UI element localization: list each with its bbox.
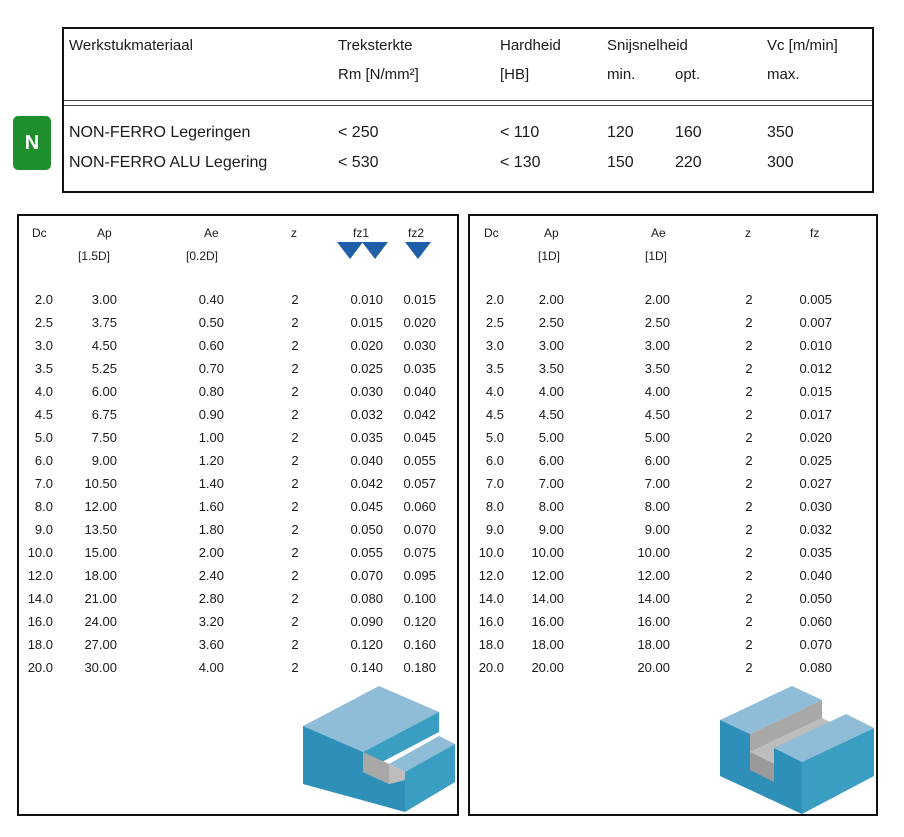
cell-fz1: 0.030 bbox=[350, 384, 383, 399]
cell-fz2: 0.060 bbox=[403, 499, 436, 514]
cell-dc: 14.0 bbox=[478, 591, 504, 606]
cell-ae: 14.00 bbox=[637, 591, 670, 606]
cell-ae: 10.00 bbox=[637, 545, 670, 560]
cell-ae: 5.00 bbox=[644, 430, 670, 445]
header-vc-max: max. bbox=[767, 66, 800, 83]
cell-ap: 3.00 bbox=[538, 338, 564, 353]
cell-fz1: 0.070 bbox=[350, 568, 383, 583]
cell-fz1: 0.140 bbox=[350, 660, 383, 675]
material-row-rm: < 250 bbox=[338, 124, 379, 141]
cell-ae: 0.70 bbox=[198, 361, 224, 376]
cell-fz: 0.010 bbox=[799, 338, 832, 353]
cell-fz1: 0.020 bbox=[350, 338, 383, 353]
cell-z: 2 bbox=[291, 407, 299, 422]
material-row-opt: 220 bbox=[675, 154, 702, 171]
header-hardness-unit: [HB] bbox=[500, 66, 530, 83]
cell-ae: 4.00 bbox=[198, 660, 224, 675]
col-ap-unit: [1D] bbox=[538, 249, 561, 263]
cell-ap: 8.00 bbox=[538, 499, 564, 514]
cell-fz1: 0.045 bbox=[350, 499, 383, 514]
cell-dc: 4.0 bbox=[485, 384, 504, 399]
cell-ae: 6.00 bbox=[644, 453, 670, 468]
cell-ap: 4.00 bbox=[538, 384, 564, 399]
cell-dc: 3.0 bbox=[34, 338, 53, 353]
cell-ap: 6.00 bbox=[91, 384, 117, 399]
cell-fz1: 0.032 bbox=[350, 407, 383, 422]
cell-fz2: 0.075 bbox=[403, 545, 436, 560]
material-group-badge: N bbox=[13, 116, 51, 170]
cell-dc: 7.0 bbox=[34, 476, 53, 491]
cell-z: 2 bbox=[745, 430, 753, 445]
cell-ap: 9.00 bbox=[91, 453, 117, 468]
cell-ap: 3.75 bbox=[91, 315, 117, 330]
cell-z: 2 bbox=[291, 361, 299, 376]
cell-dc: 2.5 bbox=[485, 315, 504, 330]
cell-ae: 3.50 bbox=[644, 361, 670, 376]
header-speed: Snijsnelheid bbox=[607, 37, 688, 54]
cell-z: 2 bbox=[745, 315, 753, 330]
header-tensile-unit: Rm [N/mm²] bbox=[338, 66, 419, 83]
cell-ap: 4.50 bbox=[538, 407, 564, 422]
cell-fz1: 0.040 bbox=[350, 453, 383, 468]
cell-fz: 0.030 bbox=[799, 499, 832, 514]
cell-dc: 10.0 bbox=[27, 545, 53, 560]
cell-dc: 18.0 bbox=[27, 637, 53, 652]
cell-ap: 12.00 bbox=[84, 499, 117, 514]
cell-dc: 20.0 bbox=[27, 660, 53, 675]
col-ae: Ae bbox=[651, 226, 666, 240]
cell-ap: 15.00 bbox=[84, 545, 117, 560]
cell-z: 2 bbox=[291, 430, 299, 445]
triangle-down-icon bbox=[405, 242, 431, 260]
cell-dc: 20.0 bbox=[478, 660, 504, 675]
cell-dc: 3.5 bbox=[485, 361, 504, 376]
col-fz2: fz2 bbox=[408, 226, 425, 240]
cell-dc: 6.0 bbox=[34, 453, 53, 468]
cell-fz1: 0.090 bbox=[350, 614, 383, 629]
cell-ap: 4.50 bbox=[91, 338, 117, 353]
cell-fz: 0.035 bbox=[799, 545, 832, 560]
cell-fz2: 0.042 bbox=[403, 407, 436, 422]
cell-ae: 2.00 bbox=[198, 545, 224, 560]
cell-ae: 1.60 bbox=[198, 499, 224, 514]
cell-ae: 8.00 bbox=[644, 499, 670, 514]
cell-z: 2 bbox=[745, 591, 753, 606]
cell-ae: 2.00 bbox=[644, 292, 670, 307]
col-z: z bbox=[291, 226, 297, 240]
cell-fz2: 0.160 bbox=[403, 637, 436, 652]
material-row-rm: < 530 bbox=[338, 154, 379, 171]
cell-dc: 18.0 bbox=[478, 637, 504, 652]
cell-ae: 0.80 bbox=[198, 384, 224, 399]
cell-ae: 2.50 bbox=[644, 315, 670, 330]
cell-fz: 0.070 bbox=[799, 637, 832, 652]
cell-fz2: 0.180 bbox=[403, 660, 436, 675]
cell-fz2: 0.020 bbox=[403, 315, 436, 330]
cell-fz: 0.007 bbox=[799, 315, 832, 330]
col-ae-unit: [1D] bbox=[645, 249, 668, 263]
cell-dc: 14.0 bbox=[27, 591, 53, 606]
cell-ae: 1.20 bbox=[198, 453, 224, 468]
cell-dc: 12.0 bbox=[478, 568, 504, 583]
cell-dc: 9.0 bbox=[485, 522, 504, 537]
cell-ap: 2.50 bbox=[538, 315, 564, 330]
cell-dc: 4.5 bbox=[34, 407, 53, 422]
cell-ae: 3.60 bbox=[198, 637, 224, 652]
cell-ae: 7.00 bbox=[644, 476, 670, 491]
cell-dc: 8.0 bbox=[34, 499, 53, 514]
cell-ap: 6.75 bbox=[91, 407, 117, 422]
cell-dc: 9.0 bbox=[34, 522, 53, 537]
cell-z: 2 bbox=[745, 292, 753, 307]
cell-z: 2 bbox=[291, 315, 299, 330]
cell-fz: 0.015 bbox=[799, 384, 832, 399]
header-speed-min: min. bbox=[607, 66, 636, 83]
cell-z: 2 bbox=[745, 453, 753, 468]
col-fz1: fz1 bbox=[353, 226, 370, 240]
cell-ae: 4.50 bbox=[644, 407, 670, 422]
cell-ap: 12.00 bbox=[531, 568, 564, 583]
cell-z: 2 bbox=[291, 545, 299, 560]
cell-fz1: 0.025 bbox=[350, 361, 383, 376]
cell-ae: 1.80 bbox=[198, 522, 224, 537]
cell-z: 2 bbox=[745, 361, 753, 376]
cell-dc: 5.0 bbox=[485, 430, 504, 445]
header-divider bbox=[64, 105, 872, 106]
material-row-hb: < 110 bbox=[500, 124, 540, 141]
cell-z: 2 bbox=[291, 384, 299, 399]
cell-fz: 0.005 bbox=[799, 292, 832, 307]
triangle-down-icon bbox=[337, 242, 363, 260]
cell-fz1: 0.120 bbox=[350, 637, 383, 652]
cell-z: 2 bbox=[745, 499, 753, 514]
cell-z: 2 bbox=[291, 338, 299, 353]
header-divider bbox=[64, 100, 872, 101]
slot-milling-block-icon bbox=[718, 686, 878, 816]
cell-fz2: 0.120 bbox=[403, 614, 436, 629]
col-ap-unit: [1.5D] bbox=[78, 249, 111, 263]
cell-fz2: 0.095 bbox=[403, 568, 436, 583]
header-material: Werkstukmateriaal bbox=[69, 37, 193, 54]
header-speed-opt: opt. bbox=[675, 66, 701, 83]
cell-dc: 4.0 bbox=[34, 384, 53, 399]
cell-dc: 3.0 bbox=[485, 338, 504, 353]
cell-fz: 0.080 bbox=[799, 660, 832, 675]
cell-z: 2 bbox=[745, 407, 753, 422]
cell-ae: 18.00 bbox=[637, 637, 670, 652]
cell-ae: 20.00 bbox=[637, 660, 670, 675]
cell-fz2: 0.070 bbox=[403, 522, 436, 537]
cell-ap: 13.50 bbox=[84, 522, 117, 537]
material-row-name: NON-FERRO ALU Legering bbox=[69, 154, 268, 171]
cell-z: 2 bbox=[745, 384, 753, 399]
col-ae-unit: [0.2D] bbox=[186, 249, 219, 263]
col-fz: fz bbox=[810, 226, 820, 240]
cell-fz: 0.020 bbox=[799, 430, 832, 445]
material-table bbox=[62, 27, 874, 193]
cell-ap: 24.00 bbox=[84, 614, 117, 629]
cell-fz: 0.032 bbox=[799, 522, 832, 537]
cell-fz1: 0.010 bbox=[350, 292, 383, 307]
cell-dc: 7.0 bbox=[485, 476, 504, 491]
cell-ap: 10.00 bbox=[531, 545, 564, 560]
material-row-hb: < 130 bbox=[500, 154, 541, 171]
cell-dc: 2.5 bbox=[34, 315, 53, 330]
material-row-name: NON-FERRO Legeringen bbox=[69, 124, 251, 141]
cell-ae: 1.40 bbox=[198, 476, 224, 491]
cell-ap: 3.00 bbox=[91, 292, 117, 307]
cell-ae: 12.00 bbox=[637, 568, 670, 583]
cell-ap: 30.00 bbox=[84, 660, 117, 675]
cell-ae: 0.40 bbox=[198, 292, 224, 307]
col-ap: Ap bbox=[544, 226, 559, 240]
col-z: z bbox=[745, 226, 751, 240]
col-dc: Dc bbox=[484, 226, 499, 240]
shoulder-milling-table bbox=[17, 214, 459, 816]
cell-dc: 8.0 bbox=[485, 499, 504, 514]
cell-ae: 2.40 bbox=[198, 568, 224, 583]
cell-fz1: 0.055 bbox=[350, 545, 383, 560]
cell-fz1: 0.080 bbox=[350, 591, 383, 606]
cell-ae: 0.50 bbox=[198, 315, 224, 330]
cell-z: 2 bbox=[745, 660, 753, 675]
cell-fz2: 0.057 bbox=[403, 476, 436, 491]
cell-z: 2 bbox=[745, 637, 753, 652]
cell-fz1: 0.035 bbox=[350, 430, 383, 445]
header-vc: Vc [m/min] bbox=[767, 37, 838, 54]
cell-dc: 10.0 bbox=[478, 545, 504, 560]
cell-ap: 7.50 bbox=[91, 430, 117, 445]
cell-dc: 2.0 bbox=[34, 292, 53, 307]
cell-ae: 1.00 bbox=[198, 430, 224, 445]
cell-ap: 16.00 bbox=[531, 614, 564, 629]
cell-ae: 2.80 bbox=[198, 591, 224, 606]
material-row-min: 120 bbox=[607, 124, 634, 141]
cell-z: 2 bbox=[291, 499, 299, 514]
cell-ae: 9.00 bbox=[644, 522, 670, 537]
cell-dc: 6.0 bbox=[485, 453, 504, 468]
cell-fz2: 0.100 bbox=[403, 591, 436, 606]
cell-ap: 21.00 bbox=[84, 591, 117, 606]
col-dc: Dc bbox=[32, 226, 47, 240]
header-hardness: Hardheid bbox=[500, 37, 561, 54]
col-ap: Ap bbox=[97, 226, 112, 240]
cell-ap: 10.50 bbox=[84, 476, 117, 491]
cell-z: 2 bbox=[745, 476, 753, 491]
cell-dc: 12.0 bbox=[27, 568, 53, 583]
cell-ap: 6.00 bbox=[538, 453, 564, 468]
cell-fz2: 0.040 bbox=[403, 384, 436, 399]
cell-ap: 18.00 bbox=[84, 568, 117, 583]
cell-z: 2 bbox=[745, 338, 753, 353]
cell-z: 2 bbox=[745, 614, 753, 629]
cell-dc: 16.0 bbox=[27, 614, 53, 629]
cell-fz: 0.027 bbox=[799, 476, 832, 491]
cell-fz: 0.040 bbox=[799, 568, 832, 583]
header-tensile: Treksterkte bbox=[338, 37, 413, 54]
shoulder-milling-block-icon bbox=[301, 686, 457, 814]
material-row-opt: 160 bbox=[675, 124, 702, 141]
cell-fz1: 0.042 bbox=[350, 476, 383, 491]
cell-z: 2 bbox=[291, 591, 299, 606]
cell-fz: 0.012 bbox=[799, 361, 832, 376]
cell-dc: 4.5 bbox=[485, 407, 504, 422]
cell-fz2: 0.035 bbox=[403, 361, 436, 376]
cell-ae: 3.20 bbox=[198, 614, 224, 629]
cell-ap: 14.00 bbox=[531, 591, 564, 606]
cell-ap: 9.00 bbox=[538, 522, 564, 537]
cell-ap: 7.00 bbox=[538, 476, 564, 491]
material-row-max: 300 bbox=[767, 154, 794, 171]
cell-fz: 0.017 bbox=[799, 407, 832, 422]
col-ae: Ae bbox=[204, 226, 219, 240]
cell-dc: 16.0 bbox=[478, 614, 504, 629]
cell-ae: 3.00 bbox=[644, 338, 670, 353]
material-row-min: 150 bbox=[607, 154, 634, 171]
cell-dc: 5.0 bbox=[34, 430, 53, 445]
cell-dc: 3.5 bbox=[34, 361, 53, 376]
cell-fz: 0.050 bbox=[799, 591, 832, 606]
cell-ae: 16.00 bbox=[637, 614, 670, 629]
cell-z: 2 bbox=[291, 453, 299, 468]
material-row-max: 350 bbox=[767, 124, 794, 141]
cell-z: 2 bbox=[291, 637, 299, 652]
cell-ap: 18.00 bbox=[531, 637, 564, 652]
triangle-down-icon bbox=[362, 242, 388, 260]
cell-fz2: 0.055 bbox=[403, 453, 436, 468]
cell-ap: 5.25 bbox=[91, 361, 117, 376]
cell-dc: 2.0 bbox=[485, 292, 504, 307]
cell-z: 2 bbox=[745, 522, 753, 537]
cell-ap: 27.00 bbox=[84, 637, 117, 652]
cell-z: 2 bbox=[291, 292, 299, 307]
cell-fz1: 0.050 bbox=[350, 522, 383, 537]
cell-fz2: 0.015 bbox=[403, 292, 436, 307]
cell-fz2: 0.030 bbox=[403, 338, 436, 353]
cell-fz: 0.060 bbox=[799, 614, 832, 629]
cell-z: 2 bbox=[745, 545, 753, 560]
cell-ap: 3.50 bbox=[538, 361, 564, 376]
cell-ap: 2.00 bbox=[538, 292, 564, 307]
cell-z: 2 bbox=[291, 660, 299, 675]
cell-z: 2 bbox=[745, 568, 753, 583]
cell-ae: 4.00 bbox=[644, 384, 670, 399]
cell-z: 2 bbox=[291, 476, 299, 491]
cell-fz1: 0.015 bbox=[350, 315, 383, 330]
cell-ap: 20.00 bbox=[531, 660, 564, 675]
cell-ae: 0.90 bbox=[198, 407, 224, 422]
cell-ae: 0.60 bbox=[198, 338, 224, 353]
cell-z: 2 bbox=[291, 568, 299, 583]
cell-fz: 0.025 bbox=[799, 453, 832, 468]
cell-fz2: 0.045 bbox=[403, 430, 436, 445]
cell-z: 2 bbox=[291, 522, 299, 537]
cell-ap: 5.00 bbox=[538, 430, 564, 445]
cell-z: 2 bbox=[291, 614, 299, 629]
slot-milling-table bbox=[468, 214, 878, 816]
